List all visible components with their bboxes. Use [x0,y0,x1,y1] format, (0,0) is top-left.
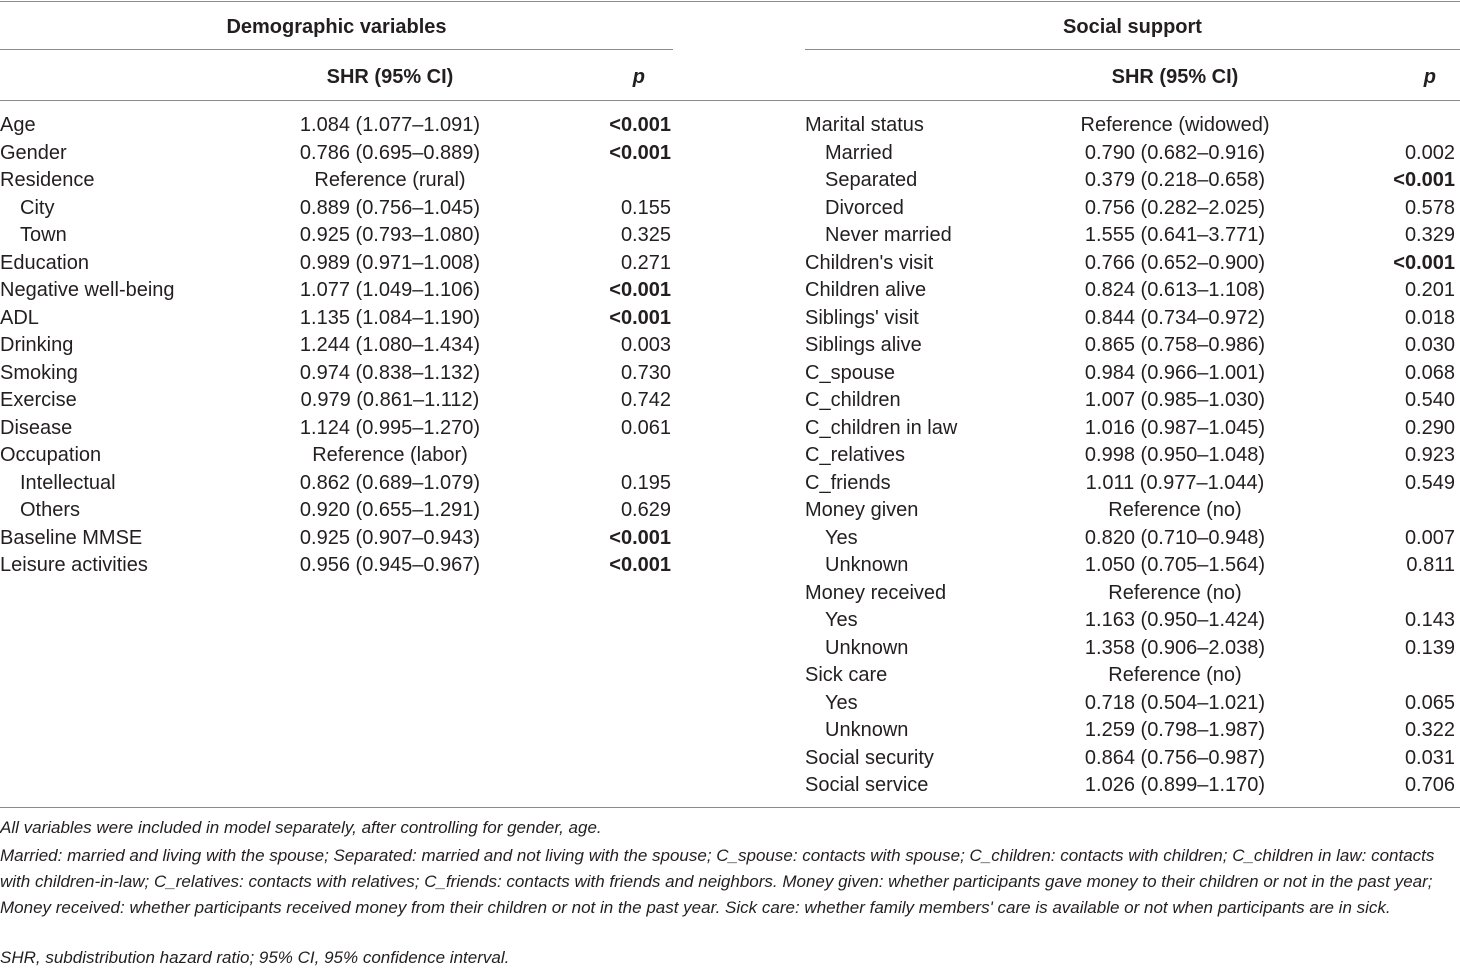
row-label: Siblings alive [805,334,922,356]
row-p-value: <0.001 [1393,169,1455,191]
social-support-rows [805,112,1460,800]
left-shr-header: SHR (95% CI) [326,66,454,88]
row-label: Unknown [825,554,909,576]
table-row [805,745,1460,773]
table-row [0,525,673,553]
row-p-value: 0.143 [1404,609,1455,631]
row-label: Yes [825,526,858,549]
table-row [0,442,673,470]
row-shr-value: 1.077 (1.049–1.106) [299,279,481,301]
row-shr-value: 0.864 (0.756–0.987) [1084,746,1266,769]
row-shr-value: Reference (rural) [314,169,466,191]
row-shr-value: 1.026 (0.899–1.170) [1084,774,1266,796]
row-label: Never married [825,224,952,246]
table-row [0,332,673,360]
table-row [805,690,1460,718]
left-p-header: p [632,66,645,88]
row-label: City [20,196,55,219]
row-shr-value: 0.718 (0.504–1.021) [1084,691,1266,714]
row-shr-value: 1.135 (1.084–1.190) [299,306,481,329]
row-label: Disease [0,416,73,439]
row-shr-value: 1.007 (0.985–1.030) [1084,389,1266,411]
table-row [0,222,673,250]
table-row [805,305,1460,333]
row-p-value: <0.001 [609,141,671,164]
row-p-value: 0.730 [620,361,671,384]
row-p-value: 0.018 [1404,306,1455,329]
row-label: Baseline MMSE [0,526,143,549]
row-label: C_children [805,389,901,411]
row-shr-value: 0.379 (0.218–0.658) [1084,169,1266,191]
table-row [0,195,673,223]
row-label: Age [0,114,36,136]
row-p-value: 0.322 [1404,719,1455,741]
table-row [0,415,673,443]
row-label: Social security [805,746,934,769]
row-p-value: 0.003 [620,334,671,356]
row-shr-value: 1.124 (0.995–1.270) [299,416,481,439]
table-row [805,250,1460,278]
row-p-value: 0.195 [620,471,671,494]
row-label: Intellectual [20,471,116,494]
table-row [805,360,1460,388]
row-label: Smoking [0,361,78,384]
demographic-rows [0,112,673,580]
row-p-value: 0.007 [1404,526,1455,549]
row-p-value: <0.001 [609,526,671,549]
row-label: Money given [805,499,919,521]
row-p-value: 0.290 [1404,416,1455,439]
footnote-definitions: Married: married and living with the spouse; Separated: married and not living with the spouse; C_spouse: contacts with spouse; C_children: contacts with children; C_children in law: contacts with children-in-law; C_relatives: contacts with relatives; C_friends: contacts with friends and neighbors. Money given: whether participants gave money to their children or not in the past year; Money received: whether participants received money from their children or not in the past year. Sick care: whether family members' care is available or not when participants are in sick. [0,846,1435,917]
row-p-value: 0.068 [1404,361,1455,384]
left-group-rule [0,49,673,50]
row-p-value: 0.706 [1404,774,1455,796]
row-shr-value: 1.084 (1.077–1.091) [299,114,481,136]
row-label: Negative well-being [0,279,175,301]
row-shr-value: 0.984 (0.966–1.001) [1084,361,1266,384]
row-shr-value: 0.925 (0.907–0.943) [299,526,481,549]
demographic-title: Demographic variables [226,16,447,38]
row-p-value: 0.030 [1404,334,1455,356]
row-label: Social service [805,774,929,796]
row-label: C_relatives [805,444,906,466]
row-p-value: 0.329 [1404,224,1455,246]
row-shr-value: 1.555 (0.641–3.771) [1084,224,1266,246]
row-label: Town [20,224,67,246]
table-row [805,140,1460,168]
row-shr-value: Reference (no) [1108,664,1242,686]
row-label: Occupation [0,444,102,466]
table-row [0,552,673,580]
table-row [805,387,1460,415]
table-row [805,222,1460,250]
row-shr-value: 0.956 (0.945–0.967) [299,554,481,576]
row-shr-value: Reference (labor) [312,444,468,466]
footnote-model: All variables were included in model separately, after controlling for gender, age. [0,818,602,837]
table-bottom-rule [0,807,1460,808]
row-shr-value: 0.790 (0.682–0.916) [1084,141,1266,164]
row-label: Drinking [0,334,74,356]
row-p-value: 0.923 [1404,444,1455,466]
row-label: Money received [805,581,947,604]
row-shr-value: 1.259 (0.798–1.987) [1084,719,1266,741]
right-p-header: p [1423,66,1436,88]
row-label: Yes [825,609,858,631]
row-shr-value: 0.920 (0.655–1.291) [299,499,481,521]
row-label: ADL [0,306,39,329]
table-row [805,332,1460,360]
row-shr-value: 1.050 (0.705–1.564) [1084,554,1266,576]
table-row [805,497,1460,525]
table-row [0,360,673,388]
row-label: Education [0,251,89,274]
right-group-rule [805,49,1460,50]
table-row [0,470,673,498]
table-row [805,552,1460,580]
row-p-value: 0.325 [620,224,671,246]
row-label: Children's visit [805,251,934,274]
row-p-value: 0.031 [1404,746,1455,769]
row-label: C_spouse [805,361,896,384]
row-label: Separated [825,169,918,191]
row-shr-value: 0.844 (0.734–0.972) [1084,306,1266,329]
footnote-abbreviations: SHR, subdistribution hazard ratio; 95% CI, 95% confidence interval. [0,948,510,967]
table-row [805,717,1460,745]
row-p-value: 0.742 [620,389,671,411]
row-p-value: <0.001 [609,279,671,301]
row-p-value: 0.540 [1404,389,1455,411]
table-row [0,167,673,195]
table-row [805,580,1460,608]
table-row [0,250,673,278]
row-p-value: 0.629 [620,499,671,521]
row-shr-value: Reference (no) [1108,499,1242,521]
row-label: C_friends [805,471,891,494]
row-shr-value: 0.998 (0.950–1.048) [1084,444,1266,466]
row-p-value: 0.201 [1404,279,1455,301]
row-label: Married [825,141,893,164]
row-label: Yes [825,691,858,714]
table-row [805,525,1460,553]
row-label: Sick care [805,664,888,686]
row-shr-value: 0.979 (0.861–1.112) [300,389,480,411]
row-label: Residence [0,169,95,191]
table-row [805,772,1460,800]
row-label: C_children in law [805,416,958,439]
table-row [805,167,1460,195]
row-p-value: 0.549 [1404,471,1455,494]
row-label: Siblings' visit [805,306,919,329]
row-shr-value: 0.974 (0.838–1.132) [299,361,481,384]
row-label: Marital status [805,114,924,136]
header-bottom-rule [0,100,1460,101]
table-row [0,140,673,168]
row-p-value: 0.061 [620,416,671,439]
row-shr-value: Reference (no) [1108,581,1242,604]
row-shr-value: 0.786 (0.695–0.889) [299,141,481,164]
table-row [805,277,1460,305]
row-shr-value: 0.925 (0.793–1.080) [299,224,481,246]
row-shr-value: 1.244 (1.080–1.434) [299,334,481,356]
row-p-value: 0.139 [1404,636,1455,659]
row-shr-value: 0.889 (0.756–1.045) [299,196,481,219]
row-shr-value: 0.862 (0.689–1.079) [299,471,481,494]
table-row [0,497,673,525]
table-row [0,305,673,333]
row-shr-value: 0.865 (0.758–0.986) [1084,334,1266,356]
row-shr-value: 0.989 (0.971–1.008) [299,251,481,274]
social-support-title: Social support [1063,16,1202,38]
row-label: Leisure activities [0,554,148,576]
row-label: Children alive [805,279,927,301]
table-row [0,112,673,140]
row-p-value: <0.001 [609,114,671,136]
row-shr-value: 0.756 (0.282–2.025) [1084,196,1266,219]
row-p-value: 0.002 [1404,141,1455,164]
row-label: Unknown [825,719,909,741]
row-shr-value: 1.358 (0.906–2.038) [1084,636,1266,659]
table-row [805,635,1460,663]
table-row [805,442,1460,470]
row-label: Others [20,499,81,521]
table-row [805,607,1460,635]
row-p-value: <0.001 [609,306,671,329]
row-shr-value: 1.163 (0.950–1.424) [1084,609,1266,631]
row-shr-value: Reference (widowed) [1080,114,1270,136]
table-row [805,112,1460,140]
right-shr-header: SHR (95% CI) [1111,66,1239,88]
row-p-value: 0.578 [1404,196,1455,219]
table-row [0,387,673,415]
row-p-value: 0.811 [1406,554,1455,576]
table-row [0,277,673,305]
row-shr-value: 0.824 (0.613–1.108) [1084,279,1266,301]
top-rule [0,1,1460,2]
table-row [805,415,1460,443]
row-shr-value: 0.766 (0.652–0.900) [1084,251,1266,274]
row-label: Exercise [0,389,77,411]
table-row [805,470,1460,498]
row-shr-value: 1.011 (0.977–1.044) [1085,471,1265,494]
row-p-value: 0.271 [620,251,671,274]
table-row [805,195,1460,223]
table-row [805,662,1460,690]
row-p-value: <0.001 [1393,251,1455,274]
row-p-value: 0.155 [620,196,671,219]
row-p-value: <0.001 [609,554,671,576]
row-label: Divorced [825,196,904,219]
row-label: Unknown [825,636,909,659]
row-shr-value: 0.820 (0.710–0.948) [1084,526,1266,549]
row-p-value: 0.065 [1404,691,1455,714]
row-shr-value: 1.016 (0.987–1.045) [1084,416,1266,439]
row-label: Gender [0,141,67,164]
